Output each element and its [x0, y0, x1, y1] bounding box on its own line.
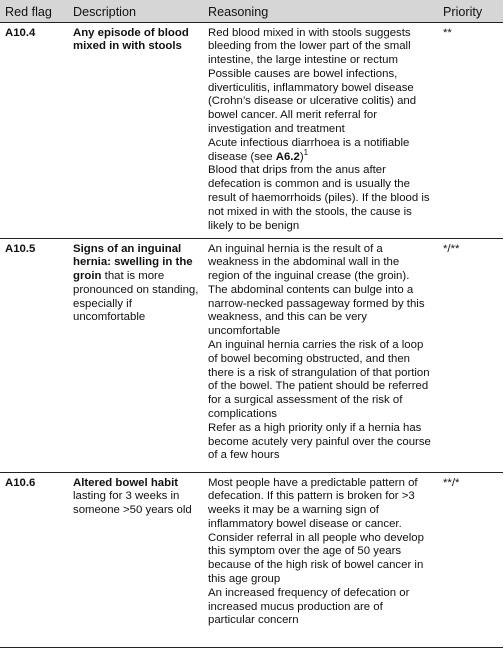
description-highlight: Altered bowel habit: [73, 476, 179, 489]
reasoning-paragraph: Red blood mixed in with stools suggests bleeding from the lower part of the small intestine, the large intestine or rectum: [208, 26, 411, 67]
reasoning-paragraph: An inguinal hernia carries the risk of a loop of bowel becoming obstructed, and then there is a risk of strangulation of that portion of the bowel. The patient should be referred for a surgical assessment of the risk of complications: [208, 339, 430, 421]
red-flag-description: [67, 238, 208, 472]
table-row: [0, 22, 503, 238]
reasoning-paragraph: Consider referral in all people who develop this symptom over the age of 50 years because of the high risk of bowel cancer in this age group: [208, 531, 424, 586]
header-red-flag: Red flag: [0, 0, 67, 22]
header-description: Description: [67, 0, 208, 22]
header-reasoning: Reasoning: [208, 0, 437, 22]
reasoning-paragraph: [208, 137, 431, 165]
reasoning-paragraph: Refer as a high priority only if a hernia has become acutely very painful over the course of a few hours: [208, 421, 431, 462]
reasoning-paragraph: An inguinal hernia is the result of a weakness in the abdominal wall in the region of the inguinal crease (the groin). The abdominal contents can bulge into a narrow-necked passageway formed by this weakness, and this can be very uncomfortable: [208, 242, 425, 338]
reasoning-cell: [208, 22, 437, 238]
description-text: that is more pronounced on standing, especially if uncomfortable: [73, 270, 199, 324]
priority-value: **/*: [437, 472, 503, 647]
cross-reference: A6.2: [275, 150, 300, 163]
red-flag-description: [67, 472, 208, 647]
reasoning-paragraph: Most people have a predictable pattern of defecation. If this pattern is broken for >3 weeks it may be a warning sign of inflammatory bowel disease or cancer.: [208, 476, 418, 530]
footnote-marker: 1: [303, 147, 309, 157]
red-flag-code: A10.5: [0, 238, 67, 472]
reasoning-cell: [208, 472, 437, 647]
notifiable-close: ): [299, 150, 304, 163]
priority-value: */**: [437, 238, 503, 472]
table-header-row: [0, 0, 503, 22]
reasoning-cell: [208, 238, 437, 472]
priority-value: **: [437, 22, 503, 238]
red-flag-code: A10.6: [0, 472, 67, 647]
description-highlight: Signs of an inguinal hernia: swelling in the groin: [73, 242, 193, 283]
red-flag-description: [67, 22, 208, 238]
description-highlight: Any episode of blood mixed in with stools: [73, 26, 189, 53]
reasoning-paragraph: Blood that drips from the anus after defecation is common and is usually the result of haemorrhoids (piles). If the blood is not mixed in with the stools, the cause is likely to be benign: [208, 164, 430, 232]
notifiable-text: Acute infectious diarrhoea is a notifiable disease (see: [208, 136, 410, 163]
reasoning-paragraph: Possible causes are bowel infections, diverticulitis, inflammatory bowel disease (Crohn’s disease or ulcerative colitis) and bowel cancer. All merit referral for investigation and treatment: [208, 67, 417, 136]
red-flag-code: A10.4: [0, 22, 67, 238]
header-priority: Priority: [437, 0, 503, 22]
table-row: [0, 472, 503, 647]
reasoning-paragraph: An increased frequency of defecation or increased mucus production are of particular concern: [208, 586, 410, 627]
description-text: lasting for 3 weeks in someone >50 years old: [73, 490, 192, 517]
table-row: [0, 238, 503, 472]
